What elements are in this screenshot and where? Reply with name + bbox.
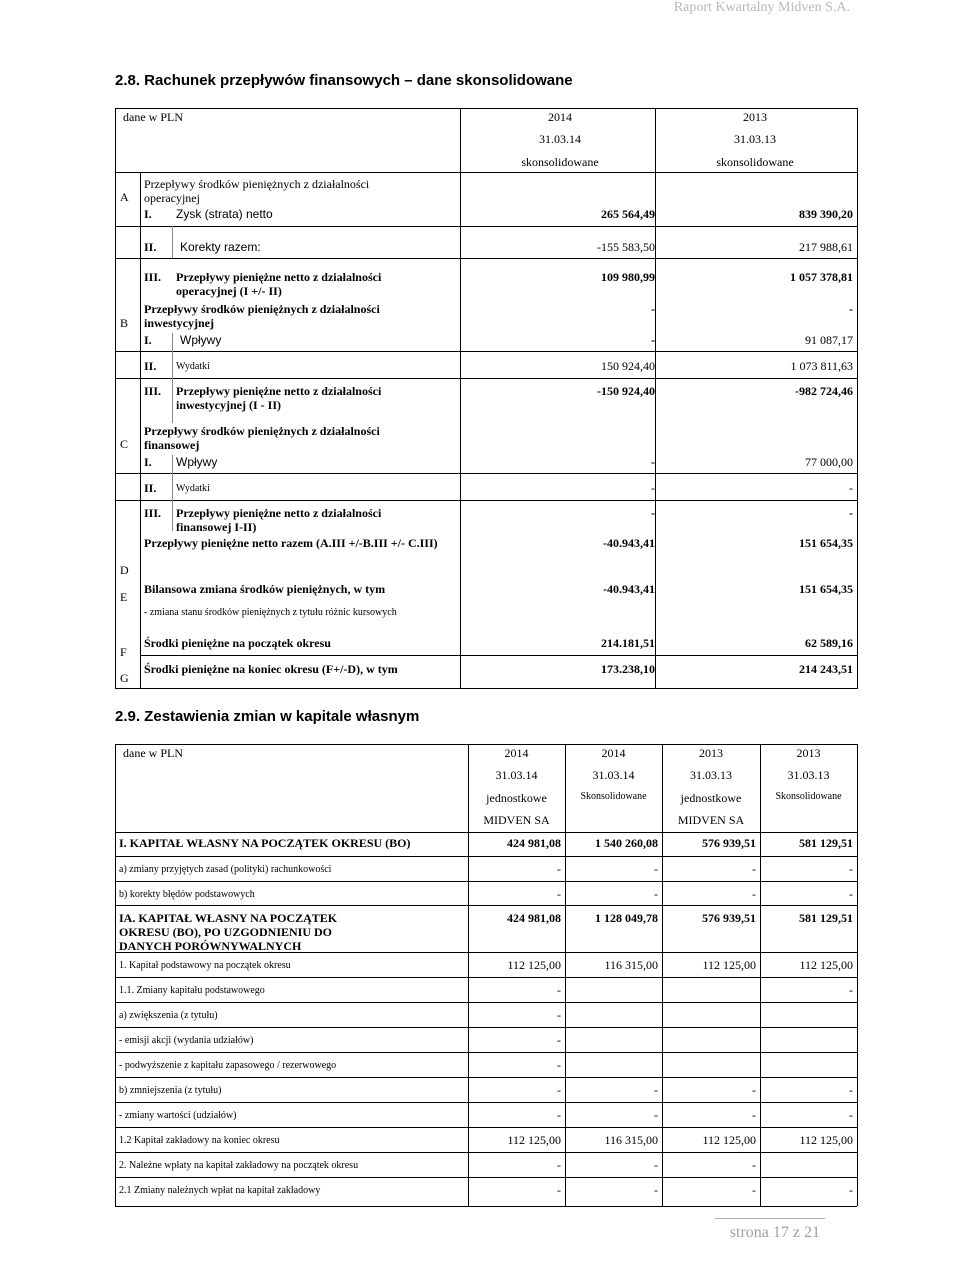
equity-row-value: - bbox=[752, 1158, 756, 1172]
equity-row-label: 1. Kapitał podstawowy na początek okresu bbox=[119, 960, 291, 971]
cashflow-f-v2: 62 589,16 bbox=[805, 636, 853, 650]
equity-row-value: 116 315,00 bbox=[604, 1133, 658, 1147]
equity-col1-year: 2014 bbox=[504, 746, 529, 760]
equity-row-label: a) zmiany przyjętych zasad (polityki) rachunkowości bbox=[119, 864, 332, 875]
cashflow-a3-v1: 109 980,99 bbox=[601, 270, 655, 284]
cashflow-d-v2: 151 654,35 bbox=[799, 536, 853, 550]
equity-row-value: 424 981,08 bbox=[507, 836, 561, 850]
equity-row-value: - bbox=[557, 1083, 561, 1097]
equity-row-value: 581 129,51 bbox=[799, 911, 853, 925]
equity-row-value: 576 939,51 bbox=[702, 836, 756, 850]
equity-row-value: - bbox=[557, 862, 561, 876]
equity-row-value: 112 125,00 bbox=[702, 958, 756, 972]
cashflow-col1-date: 31.03.14 bbox=[539, 132, 581, 146]
cashflow-b2-label: Wydatki bbox=[176, 361, 210, 372]
equity-row-value: 112 125,00 bbox=[799, 1133, 853, 1147]
cashflow-e-label: Bilansowa zmiana środków pieniężnych, w tym bbox=[144, 582, 386, 596]
equity-row-value: 424 981,08 bbox=[507, 911, 561, 925]
cashflow-a3-num: III. bbox=[144, 270, 162, 284]
cashflow-a1-label: Zysk (strata) netto bbox=[176, 207, 273, 221]
equity-row-value: - bbox=[654, 1108, 658, 1122]
cashflow-e-sub-label: - zmiana stanu środków pieniężnych z tytułu różnic kursowych bbox=[144, 607, 397, 618]
equity-row-label: b) zmniejszenia (z tytułu) bbox=[119, 1085, 222, 1096]
equity-row-value: - bbox=[654, 1083, 658, 1097]
equity-row-value: - bbox=[557, 1158, 561, 1172]
cashflow-c2-v2: - bbox=[849, 481, 853, 495]
cashflow-letter-c: C bbox=[120, 437, 129, 451]
equity-unit-label: dane w PLN bbox=[123, 746, 183, 760]
cashflow-col2-scope: skonsolidowane bbox=[716, 155, 794, 169]
cashflow-b3-num: III. bbox=[144, 384, 162, 398]
cashflow-d-label: Przepływy pieniężne netto razem (A.III +/-B.III +/- C.III) bbox=[144, 536, 438, 550]
equity-row-label: a) zwiększenia (z tytułu) bbox=[119, 1010, 218, 1021]
equity-row-label: 1.2 Kapitał zakładowy na koniec okresu bbox=[119, 1135, 280, 1146]
equity-col2-scope: Skonsolidowane bbox=[580, 791, 647, 802]
equity-row-value: - bbox=[849, 862, 853, 876]
equity-row-value: - bbox=[849, 1083, 853, 1097]
equity-col1-scope: jednostkowe bbox=[486, 791, 547, 805]
equity-row-label: I. KAPITAŁ WŁASNY NA POCZĄTEK OKRESU (BO) bbox=[119, 836, 411, 850]
equity-row-value: 1 128 049,78 bbox=[595, 911, 658, 925]
cashflow-f-v1: 214.181,51 bbox=[601, 636, 655, 650]
equity-row-value: - bbox=[654, 862, 658, 876]
cashflow-g-label: Środki pieniężne na koniec okresu (F+/-D), w tym bbox=[144, 662, 398, 676]
equity-row-value: 112 125,00 bbox=[507, 958, 561, 972]
equity-row-value: - bbox=[557, 1058, 561, 1072]
cashflow-col1-year: 2014 bbox=[548, 110, 572, 124]
equity-row-value: - bbox=[849, 983, 853, 997]
equity-row-label: 1.1. Zmiany kapitału podstawowego bbox=[119, 985, 265, 996]
equity-row-value: 116 315,00 bbox=[604, 958, 658, 972]
equity-row-label: - emisji akcji (wydania udziałów) bbox=[119, 1035, 254, 1046]
cashflow-b2-v1: 150 924,40 bbox=[601, 359, 655, 373]
equity-row-value: - bbox=[752, 862, 756, 876]
cashflow-section-title: 2.8. Rachunek przepływów finansowych – dane skonsolidowane bbox=[115, 72, 573, 89]
equity-row-label: IA. KAPITAŁ WŁASNY NA POCZĄTEK OKRESU (BO), PO UZGODNIENIU DO DANYCH PORÓWNYWALNYCH bbox=[119, 911, 338, 953]
equity-row-label: - podwyższenie z kapitału zapasowego / rezerwowego bbox=[119, 1060, 337, 1071]
equity-row-label: 2.1 Zmiany należnych wpłat na kapitał zakładowy bbox=[119, 1185, 321, 1196]
equity-row-value: - bbox=[557, 983, 561, 997]
cashflow-d-v1: -40.943,41 bbox=[603, 536, 655, 550]
equity-row-value: - bbox=[849, 1183, 853, 1197]
cashflow-letter-e: E bbox=[120, 590, 128, 604]
equity-row-value: - bbox=[654, 1183, 658, 1197]
cashflow-b3-v1: -150 924,40 bbox=[597, 384, 655, 398]
cashflow-b3-v2: -982 724,46 bbox=[795, 384, 853, 398]
cashflow-c3-label: Przepływy pieniężne netto z działalności finansowej I-II) bbox=[176, 506, 382, 534]
equity-col1-date: 31.03.14 bbox=[495, 768, 538, 782]
equity-row-label: 2. Należne wpłaty na kapitał zakładowy na początek okresu bbox=[119, 1160, 359, 1171]
cashflow-col2-year: 2013 bbox=[743, 110, 767, 124]
cashflow-b-v2: - bbox=[849, 302, 853, 316]
equity-row-value: - bbox=[752, 1183, 756, 1197]
equity-row-value: 112 125,00 bbox=[702, 1133, 756, 1147]
cashflow-b2-num: II. bbox=[144, 359, 157, 373]
cashflow-b1-label: Wpływy bbox=[180, 333, 222, 347]
equity-row-value: - bbox=[752, 887, 756, 901]
equity-row-value: - bbox=[654, 1158, 658, 1172]
equity-row-value: - bbox=[654, 887, 658, 901]
cashflow-g-v2: 214 243,51 bbox=[799, 662, 853, 676]
cashflow-b2-v2: 1 073 811,63 bbox=[790, 359, 853, 373]
equity-row-value: - bbox=[557, 1033, 561, 1047]
cashflow-b3-label: Przepływy pieniężne netto z działalności inwestycyjnej (I - II) bbox=[176, 384, 382, 412]
equity-row-value: - bbox=[557, 1108, 561, 1122]
equity-row-value: - bbox=[557, 1183, 561, 1197]
cashflow-a2-label: Korekty razem: bbox=[180, 240, 261, 254]
equity-col4-scope: Skonsolidowane bbox=[775, 791, 842, 802]
equity-col4-date: 31.03.13 bbox=[787, 768, 830, 782]
equity-col2-date: 31.03.14 bbox=[592, 768, 635, 782]
cashflow-c1-num: I. bbox=[144, 455, 152, 469]
equity-row-value: 112 125,00 bbox=[507, 1133, 561, 1147]
cashflow-unit-label: dane w PLN bbox=[123, 110, 183, 124]
cashflow-letter-f: F bbox=[120, 645, 127, 659]
equity-row-value: 576 939,51 bbox=[702, 911, 756, 925]
cashflow-b-v1: - bbox=[651, 302, 655, 316]
cashflow-c-title: Przepływy środków pieniężnych z działalności finansowej bbox=[144, 424, 380, 452]
equity-row-value: - bbox=[752, 1108, 756, 1122]
cashflow-b1-v2: 91 087,17 bbox=[805, 333, 853, 347]
equity-col3-year: 2013 bbox=[699, 746, 723, 760]
equity-row-value: - bbox=[849, 887, 853, 901]
equity-col1-entity: MIDVEN SA bbox=[483, 813, 550, 827]
cashflow-c3-v1: - bbox=[651, 506, 655, 520]
equity-row-value: 1 540 260,08 bbox=[595, 836, 658, 850]
cashflow-b1-num: I. bbox=[144, 333, 152, 347]
cashflow-a2-v2: 217 988,61 bbox=[799, 240, 853, 254]
cashflow-c1-v2: 77 000,00 bbox=[805, 455, 853, 469]
cashflow-c2-v1: - bbox=[651, 481, 655, 495]
equity-row-value: - bbox=[557, 1008, 561, 1022]
cashflow-a-title: Przepływy środków pieniężnych z działalności operacyjnej bbox=[144, 177, 370, 205]
cashflow-c2-num: II. bbox=[144, 481, 157, 495]
equity-row-label: b) korekty błędów podstawowych bbox=[119, 889, 255, 900]
cashflow-a3-label: Przepływy pieniężne netto z działalności operacyjnej (I +/- II) bbox=[176, 270, 382, 298]
cashflow-g-v1: 173.238,10 bbox=[601, 662, 655, 676]
cashflow-letter-a: A bbox=[120, 190, 129, 204]
cashflow-b-title: Przepływy środków pieniężnych z działalności inwestycyjnej bbox=[144, 302, 380, 330]
equity-row-value: 112 125,00 bbox=[799, 958, 853, 972]
cashflow-c1-label: Wpływy bbox=[176, 455, 218, 469]
equity-row-value: - bbox=[849, 1108, 853, 1122]
equity-col3-scope: jednostkowe bbox=[680, 791, 742, 805]
cashflow-c1-v1: - bbox=[651, 455, 655, 469]
cashflow-letter-b: B bbox=[120, 316, 129, 330]
equity-row-value: 581 129,51 bbox=[799, 836, 853, 850]
equity-col3-entity: MIDVEN SA bbox=[677, 813, 745, 827]
cashflow-a2-v1: -155 583,50 bbox=[597, 240, 655, 254]
equity-section-title: 2.9. Zestawienia zmian w kapitale własnym bbox=[115, 708, 420, 725]
page-number: strona 17 z 21 bbox=[729, 1224, 820, 1241]
cashflow-col1-scope: skonsolidowane bbox=[521, 155, 599, 169]
equity-col2-year: 2014 bbox=[601, 746, 626, 760]
cashflow-a1-v1: 265 564,49 bbox=[601, 207, 655, 221]
cashflow-col2-date: 31.03.13 bbox=[734, 132, 776, 146]
cashflow-letter-d: D bbox=[120, 563, 129, 577]
cashflow-e-v1: -40.943,41 bbox=[603, 582, 655, 596]
equity-col4-year: 2013 bbox=[796, 746, 821, 760]
cashflow-c2-label: Wydatki bbox=[176, 483, 210, 494]
equity-row-value: - bbox=[557, 887, 561, 901]
equity-row-value: - bbox=[752, 1083, 756, 1097]
cashflow-a3-v2: 1 057 378,81 bbox=[790, 270, 853, 284]
report-header-title: Raport Kwartalny Midven S.A. bbox=[673, 0, 850, 15]
cashflow-b1-v1: - bbox=[651, 333, 655, 347]
cashflow-letter-g: G bbox=[120, 671, 129, 685]
cashflow-a2-num: II. bbox=[144, 240, 157, 254]
cashflow-e-v2: 151 654,35 bbox=[799, 582, 853, 596]
cashflow-f-label: Środki pieniężne na początek okresu bbox=[144, 636, 331, 650]
equity-row-label: - zmiany wartości (udziałów) bbox=[119, 1110, 237, 1121]
cashflow-a1-num: I. bbox=[144, 207, 152, 221]
cashflow-c3-num: III. bbox=[144, 506, 162, 520]
equity-col3-date: 31.03.13 bbox=[690, 768, 732, 782]
cashflow-a1-v2: 839 390,20 bbox=[799, 207, 853, 221]
cashflow-c3-v2: - bbox=[849, 506, 853, 520]
